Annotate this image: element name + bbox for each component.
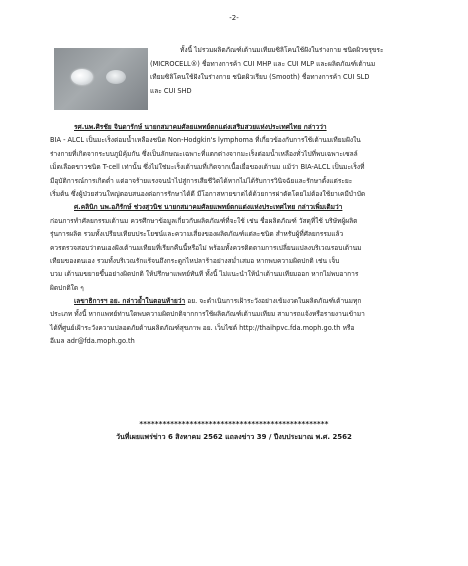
- para2-line: ผิดปกติใด ๆ: [50, 283, 84, 292]
- para2-line: ก่อนการทำศัลยกรรมเต้านม ควรศึกษาข้อมูลเกี่ยวกับผลิตภัณฑ์ที่จะใช้ เช่น ชื่อผลิตภัณฑ์ วัสดุที่ใช้ บริษัทผู้ผลิต: [50, 216, 358, 225]
- implant-image-left: [71, 69, 93, 85]
- para1-line: ร่างกายที่เกิดจากระบบภูมิคุ้มกัน ซึ่งเป็นลักษณะเฉพาะที่แตกต่างจากมะเร็งต่อมน้ำเหลืองทั่วไปที่พบเฉพาะเซลล์: [50, 149, 358, 158]
- para3-line: ได้ที่ศูนย์เฝ้าระวังความปลอดภัยด้านผลิตภัณฑ์สุขภาพ อย. เว็บไซต์ http://thaihpvc.fda.moph.go.th หรือ: [50, 323, 355, 332]
- para1-line: มีอุบัติการณ์การเกิดต่ำ แต่อาจร้ายแรงจนนำไปสู่การเสียชีวิตได้หากไม่ได้รับการวินิจฉัยและรักษาตั้งแต่ระยะ: [50, 176, 353, 185]
- page-number: -2-: [229, 14, 239, 22]
- para3-line: อีเมล adr@fda.moph.go.th: [50, 337, 135, 346]
- para2-line: ควรตรวจสอบว่าตนเองฝังเต้านมเทียมที่เรียกคืนนี้หรือไม่ พร้อมทั้งควรติดตามการเปลี่ยนแปลงบริเวณรอบเต้านม: [50, 243, 362, 252]
- separator-stars: *************************************************: [139, 420, 329, 428]
- para2-heading: ศ.คลินิก นพ.อภิรักษ์ ช่วงสุวนิช นายกสมาคมศัลยแพทย์ตกแต่งแห่งประเทศไทย กล่าวเพิ่มเติมว่า: [74, 203, 343, 212]
- intro-line: (MICROCELL®) ชื่อทางการค้า CUI MHP และ CUI MLP และผลิตภัณฑ์เต้านม: [150, 59, 376, 68]
- para3-first-line: [50, 295, 430, 308]
- para1-line: เริ่มต้น ซึ่งผู้ป่วยส่วนใหญ่ตอบสนองต่อการรักษาได้ดี มีโอกาสหายขาดได้ด้วยการผ่าตัดโดยไม่ต้องใช้ยาเคมีบำบัด: [50, 189, 366, 198]
- intro-line: เทียมซิลิโคนใช้ฝังในร่างกาย ชนิดผิวเรียบ (Smooth) ชื่อทางการค้า CUI SLD: [150, 73, 370, 81]
- article-body: [50, 121, 430, 349]
- implant-photo: [54, 48, 148, 110]
- para1-line: BIA - ALCL เป็นมะเร็งต่อมน้ำเหลืองชนิด Non-Hodgkin's lymphoma ที่เกี่ยวข้องกับการใช้เต้านมเทียมฝังใน: [50, 136, 361, 145]
- implant-image-right: [106, 70, 126, 84]
- para1-line: เม็ดเลือดขาวชนิด T-cell เท่านั้น ซึ่งไม่ใช่มะเร็งเต้านมที่เกิดจากเนื้อเยื่อของเต้านม แม้ว่า BIA-ALCL เป็นมะเร็งที่: [50, 163, 365, 172]
- intro-line: และ CUI SHD: [150, 86, 192, 95]
- para3-line: ประเภท ทั้งนี้ หากแพทย์ท่านใดพบความผิดปกติจากการใช้ผลิตภัณฑ์เต้านมเทียม สามารถแจ้งหรือรายงานเข้ามา: [50, 310, 365, 319]
- release-date-footer: วันที่เผยแพร่ข่าว 6 สิงหาคม 2562 แถลงข่าว 39 / ปีงบประมาณ พ.ศ. 2562: [116, 433, 352, 441]
- para2-line: รุ่นการผลิต รวมทั้งเปรียบเทียบประโยชน์และความเสี่ยงของผลิตภัณฑ์แต่ละชนิด สำหรับผู้ที่ศัลยกรรมแล้ว: [50, 230, 344, 239]
- para1-heading: รศ.นพ.ศิรชัย จินดารักษ์ นายกสมาคมศัลยแพทย์ตกแต่งเสริมสวยแห่งประเทศไทย กล่าวว่า: [74, 123, 327, 131]
- para3-heading-rest: อย. จะดำเนินการเฝ้าระวังอย่างเข้มงวดในผลิตภัณฑ์เต้านมทุก: [185, 297, 362, 306]
- intro-paragraph: [150, 44, 440, 98]
- para2-line: บวม เต้านมขยายขึ้นอย่างผิดปกติ ให้ปรึกษาแพทย์ทันที ทั้งนี้ ไม่แนะนำให้นำเต้านมเทียมออก หากไม่พบอาการ: [50, 270, 359, 279]
- para2-line: เทียมของตนเอง รวมทั้งบริเวณรักแร้จนถึงกระดูกไหปลาร้าอย่างสม่ำเสมอ หากพบความผิดปกติ เช่น เจ็บ: [50, 256, 340, 265]
- para3-heading: เลขาธิการฯ อย. กล่าวย้ำในตอนท้ายว่า: [74, 297, 186, 306]
- intro-line: ทั้งนี้ ไม่รวมผลิตภัณฑ์เต้านมเทียมซิลิโคนใช้ฝังในร่างกาย ชนิดผิวขรุขระ: [180, 46, 384, 54]
